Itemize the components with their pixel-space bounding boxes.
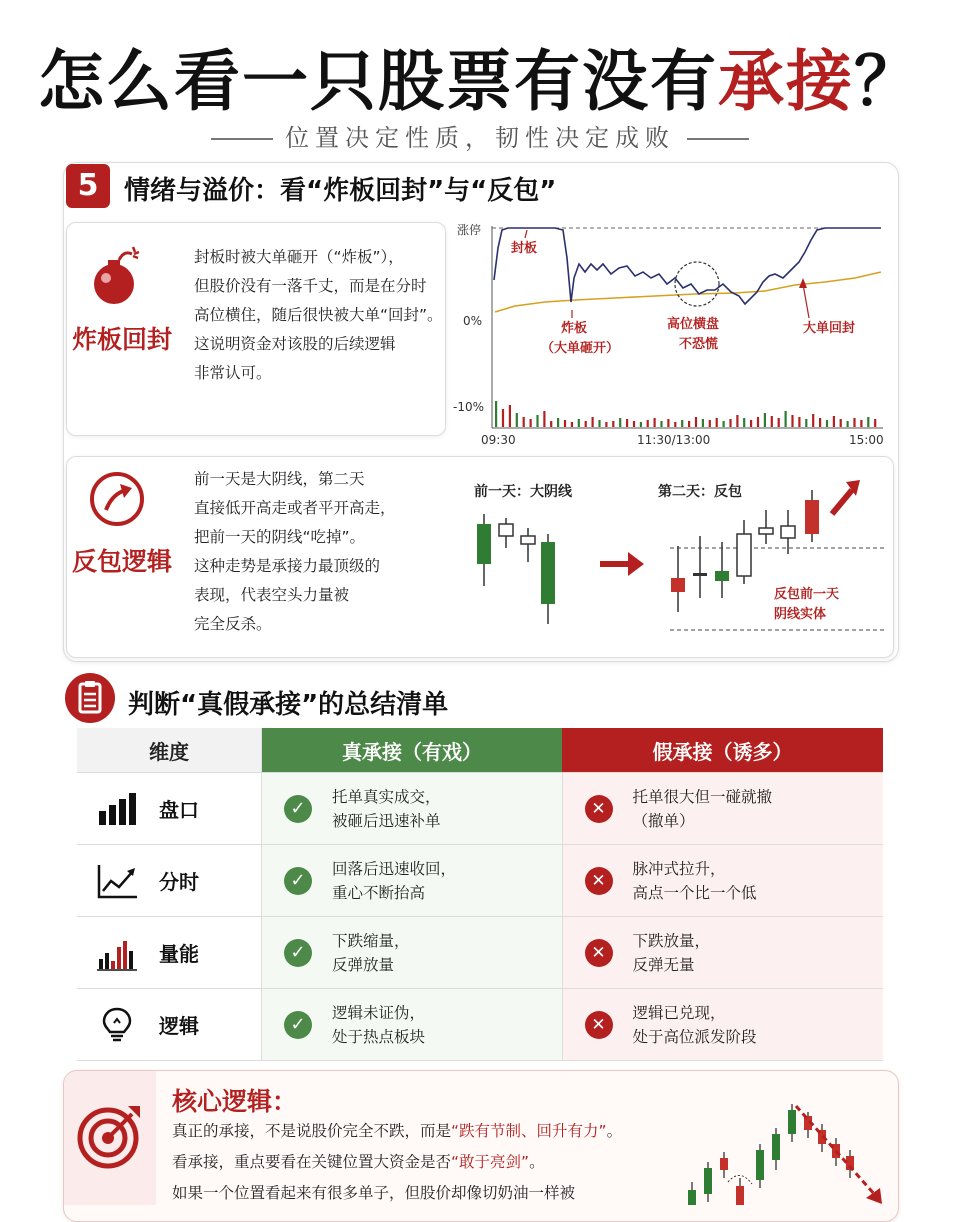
fanbao-note-1: 反包前一天 <box>774 587 840 602</box>
ann-zhaban: 炸板 <box>561 321 588 336</box>
volume-bar <box>667 419 669 427</box>
y-label-limit-up: 涨停 <box>457 223 482 237</box>
volume-bar <box>605 422 607 427</box>
fanbao-note-2: 阴线实体 <box>774 607 827 622</box>
title-accent: 承接 <box>718 43 854 120</box>
ann-huifeng: 大单回封 <box>803 321 856 336</box>
volume-bar <box>543 411 545 427</box>
volume-bar <box>785 411 787 427</box>
header-true: 真承接（有戏） <box>262 728 563 773</box>
fanbao-text: 前一天是大阴线，第二天 直接低开高走或者平开高走， 把前一天的阴线“吃掉”。 这种走势是承接力最顶级的 表现，代表空头力量被 完全反杀。 <box>194 470 396 633</box>
section5-badge: 5 <box>66 164 110 208</box>
volume-bar <box>619 418 621 427</box>
x-label-noon: 11:30/13:00 <box>637 433 711 447</box>
summary-table <box>77 728 883 1061</box>
bomb-icon <box>86 244 146 308</box>
volume-bar <box>654 418 656 427</box>
volume-bar <box>757 417 759 427</box>
volume-bar <box>840 419 842 427</box>
volume-bar <box>502 409 504 427</box>
target-icon <box>76 1102 144 1170</box>
volume-bar <box>626 419 628 427</box>
rising-candles <box>688 1104 796 1205</box>
y-label-minus10: -10% <box>453 400 485 414</box>
check-icon: ✓ <box>284 939 312 967</box>
volume-bar <box>819 418 821 427</box>
volume-bar <box>695 417 697 427</box>
volume-bar <box>736 415 738 427</box>
volume-bar <box>723 421 725 427</box>
page-subtitle: 位置决定性质，韧性决定成败 <box>0 118 960 153</box>
volume-bar <box>578 419 580 427</box>
check-icon: ✓ <box>284 795 312 823</box>
volume-bar <box>592 417 594 427</box>
volume-bar <box>571 422 573 427</box>
table-row: 盘口 ✓ 托单真实成交， 被砸后迅速补单 ✕ 托单很大但一碰就撤 （撤单） <box>77 773 883 845</box>
table-row: 逻辑 ✓ 逻辑未证伪， 处于热点板块 ✕ 逻辑已兑现， 处于高位派发阶段 <box>77 989 883 1061</box>
volume-bar <box>557 418 559 427</box>
volume-bar <box>716 418 718 427</box>
price-line <box>494 228 881 304</box>
cross-icon: ✕ <box>585 795 613 823</box>
volume-bar <box>612 421 614 427</box>
volume-bar <box>791 415 793 427</box>
volume-bar <box>750 420 752 427</box>
volume-bar <box>688 421 690 427</box>
volume-bar <box>647 420 649 427</box>
ann-hengpan-sub: 不恐慌 <box>679 337 719 352</box>
x-label-close: 15:00 <box>849 433 884 447</box>
hengpan-circle <box>675 262 719 306</box>
volume-bar <box>805 419 807 427</box>
volume-bar <box>536 415 538 427</box>
volume-bar <box>523 417 525 427</box>
average-price-line <box>495 272 881 312</box>
check-icon: ✓ <box>284 867 312 895</box>
volume-bar <box>778 418 780 427</box>
volume-bar <box>660 421 662 427</box>
volume-bar <box>833 416 835 427</box>
volume-bars-icon <box>97 935 137 971</box>
volume-bar <box>495 401 497 427</box>
fanbao-label: 反包逻辑 <box>72 547 173 576</box>
ann-fengban: 封板 <box>511 241 538 256</box>
core-highlight-2: “敢于亮剑” <box>451 1153 530 1171</box>
day1-candles <box>477 514 555 624</box>
volume-bar <box>764 413 766 427</box>
bar-chart-icon <box>97 791 137 827</box>
check-icon: ✓ <box>284 1011 312 1039</box>
core-title: 核心逻辑： <box>172 1087 298 1116</box>
volume-bar <box>874 419 876 427</box>
page-title: 怎么看一只股票有没有承接？ <box>38 43 922 120</box>
zhaban-label: 炸板回封 <box>72 325 173 354</box>
volume-bar <box>867 417 869 427</box>
header-false: 假承接（诱多） <box>562 728 883 773</box>
cross-icon: ✕ <box>585 867 613 895</box>
line-chart-icon <box>97 863 137 899</box>
volume-bar <box>853 418 855 427</box>
volume-bar <box>564 420 566 427</box>
core-highlight-1: “跌有节制、回升有力” <box>451 1122 607 1140</box>
volume-bar <box>640 422 642 427</box>
cross-icon: ✕ <box>585 1011 613 1039</box>
day2-label: 第二天：反包 <box>658 484 742 500</box>
trend-up-circle-icon <box>88 470 146 528</box>
section5-heading: 情绪与溢价：看“炸板回封”与“反包” <box>124 176 557 206</box>
volume-bar <box>729 419 731 427</box>
volume-bar <box>847 421 849 427</box>
x-label-open: 09:30 <box>481 433 516 447</box>
summary-heading: 判断“真假承接”的总结清单 <box>128 690 449 720</box>
volume-bar <box>709 420 711 427</box>
cross-icon: ✕ <box>585 939 613 967</box>
volume-bar <box>798 417 800 427</box>
volume-bar <box>743 418 745 427</box>
volume-bar <box>550 421 552 427</box>
fanbao-chart <box>462 470 887 650</box>
core-text: 真正的承接，不是说股价完全不跌，而是“跌有节制、回升有力”。 看承接，重点要看在关键位置大资金是否“敢于亮剑”。 如果一个位置看起来有很多单子，但股价却像切奶油一样被 <box>172 1122 623 1202</box>
header-dim: 维度 <box>77 728 262 773</box>
ann-hengpan: 高位横盘 <box>667 317 720 332</box>
y-label-zero: 0% <box>463 314 483 328</box>
lightbulb-icon <box>97 1007 137 1043</box>
volume-bar <box>826 420 828 427</box>
core-candle-illustration <box>680 1098 890 1205</box>
volume-bar <box>771 416 773 427</box>
table-row: 分时 ✓ 回落后迅速收回， 重心不断抬高 ✕ 脉冲式拉升， 高点一个比一个低 <box>77 845 883 917</box>
volume-bar <box>860 420 862 427</box>
table-row: 量能 ✓ 下跌缩量， 反弹放量 ✕ 下跌放量， 反弹无量 <box>77 917 883 989</box>
intraday-chart <box>445 218 895 450</box>
volume-bar <box>585 421 587 427</box>
volume-bar <box>509 405 511 427</box>
volume-bar <box>812 414 814 427</box>
volume-bar <box>530 419 532 427</box>
clipboard-icon <box>64 672 116 724</box>
ann-zhaban-sub: （大单砸开） <box>541 341 620 356</box>
volume-bars <box>495 401 876 427</box>
zhaban-text: 封板时被大单砸开（“炸板”）， 但股价没有一落千丈，而是在分时 高位横住，随后很快被大单“回封”。 这说明资金对该股的后续逻辑 非常认可。 <box>194 248 443 382</box>
volume-bar <box>516 413 518 427</box>
volume-bar <box>633 421 635 427</box>
volume-bar <box>674 422 676 427</box>
volume-bar <box>702 419 704 427</box>
day1-label: 前一天：大阴线 <box>474 484 572 500</box>
volume-bar <box>598 420 600 427</box>
volume-bar <box>681 420 683 427</box>
